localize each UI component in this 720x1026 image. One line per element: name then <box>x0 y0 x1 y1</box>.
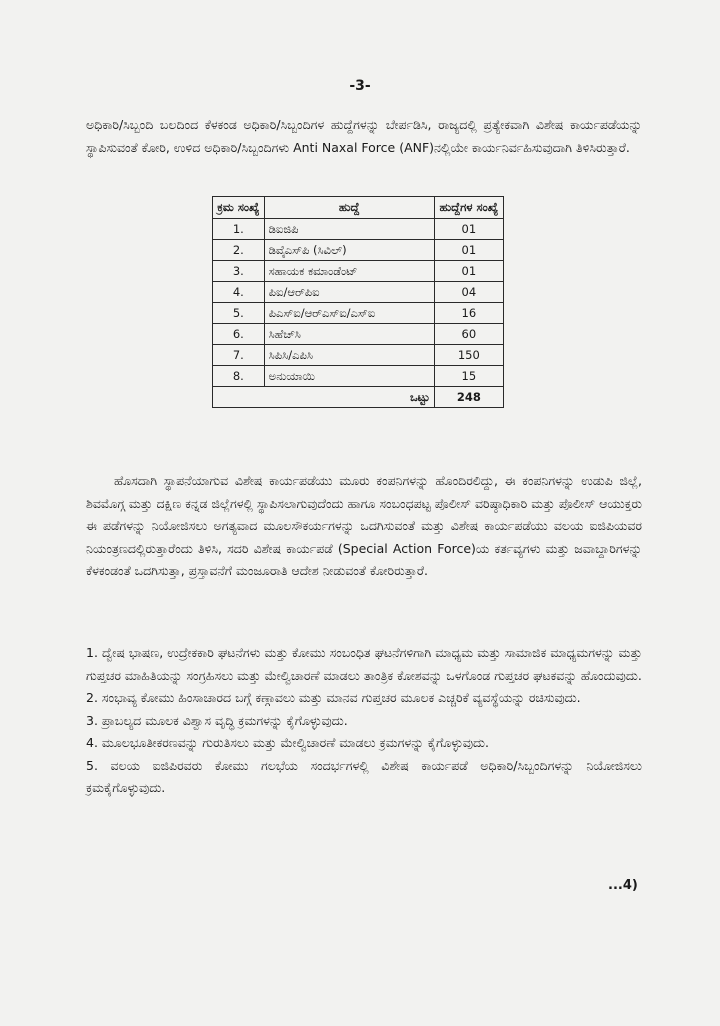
table-total-row <box>213 387 504 408</box>
row-post: ಸಿಹೆಚ್‌ಸಿ <box>264 324 434 345</box>
page-number: -3- <box>349 78 371 94</box>
table-header-row <box>213 197 504 219</box>
row-serial: 1. <box>213 219 265 240</box>
row-serial: 3. <box>213 261 265 282</box>
row-count: 16 <box>434 303 503 324</box>
total-label: ಒಟ್ಟು <box>213 387 435 408</box>
row-serial: 6. <box>213 324 265 345</box>
row-count: 01 <box>434 261 503 282</box>
row-serial: 2. <box>213 240 265 261</box>
row-count: 01 <box>434 240 503 261</box>
row-post: ಸಹಾಯಕ ಕಮಾಂಡೆಂಟ್ <box>264 261 434 282</box>
continuation-marker: ...4) <box>608 878 638 893</box>
header-post: ಹುದ್ದೆ <box>264 197 434 219</box>
row-count: 150 <box>434 345 503 366</box>
row-count: 15 <box>434 366 503 387</box>
table-row <box>213 261 504 282</box>
row-serial: 7. <box>213 345 265 366</box>
header-post-count: ಹುದ್ದೆಗಳ ಸಂಖ್ಯೆ <box>434 197 503 219</box>
row-serial: 4. <box>213 282 265 303</box>
table-row <box>213 303 504 324</box>
duties-list <box>86 642 642 800</box>
list-item: 5. ವಲಯ ಐಜಿಪಿರವರು ಕೋಮು ಗಲಭೆಯ ಸಂದರ್ಭಗಳಲ್ಲಿ ವಿಶೇಷ ಕಾರ್ಯಪಡೆ ಅಧಿಕಾರಿ/ಸಿಬ್ಬಂದಿಗಳನ್ನು ನಿಯೋಜಿಸಲು ಕ್ರಮಕೈಗೊಳ್ಳುವುದು. <box>86 757 642 795</box>
row-count: 01 <box>434 219 503 240</box>
row-count: 60 <box>434 324 503 345</box>
total-value: 248 <box>434 387 503 408</box>
list-item: 2. ಸಂಭಾವ್ಯ ಕೋಮು ಹಿಂಸಾಚಾರದ ಬಗ್ಗೆ ಕಣ್ಗಾವಲು ಮತ್ತು ಮಾನವ ಗುಪ್ತಚರ ಮೂಲಕ ಎಚ್ಚರಿಕೆ ವ್ಯವಸ್ಥೆಯನ್ನು ರಚಿಸುವುದು. <box>86 690 581 705</box>
header-serial-no: ಕ್ರಮ ಸಂಖ್ಯೆ <box>213 197 265 219</box>
table-row <box>213 324 504 345</box>
row-post: ಡಿವೈಎಸ್‌ಪಿ (ಸಿವಿಲ್) <box>264 240 434 261</box>
row-serial: 8. <box>213 366 265 387</box>
table-row <box>213 366 504 387</box>
row-serial: 5. <box>213 303 265 324</box>
row-post: ಡಿಐಜಿಪಿ <box>264 219 434 240</box>
list-item: 3. ಪ್ರಾಬಲ್ಯದ ಮೂಲಕ ವಿಶ್ವಾಸ ವೃದ್ಧಿ ಕ್ರಮಗಳನ್ನು ಕೈಗೊಳ್ಳುವುದು. <box>86 712 348 728</box>
table-row <box>213 345 504 366</box>
proposal-paragraph: ಹೊಸದಾಗಿ ಸ್ಥಾಪನೆಯಾಗುವ ವಿಶೇಷ ಕಾರ್ಯಪಡೆಯು ಮೂರು ಕಂಪನಿಗಳನ್ನು ಹೊಂದಿರಲಿದ್ದು, ಈ ಕಂಪನಿಗಳನ್ನು ಉಡುಪಿ ಜಿಲ್ಲೆ, ಶಿವಮೊಗ್ಗ ಮತ್ತು ದಕ್ಷಿಣ ಕನ್ನಡ ಜಿಲ್ಲೆಗಳಲ್ಲಿ ಸ್ಥಾಪಿಸಲಾಗುವುದೆಂದು ಹಾಗೂ ಸಂಬಂಧಪಟ್ಟ ಪೊಲೀಸ್ ವರಿಷ್ಠಾಧಿಕಾರಿ ಮತ್ತು ಪೊಲೀಸ್ ಆಯುಕ್ತರು ಈ ಪಡೆಗಳನ್ನು ನಿಯೋಜಿಸಲು ಅಗತ್ಯವಾದ ಮೂಲಸೌಕರ್ಯಗಳನ್ನು ಒದಗಿಸುವಂತೆ ಮತ್ತು ವಿಶೇಷ ಕಾರ್ಯಪಡೆಯು ವಲಯ ಐಜಿಪಿಯವರ ನಿಯಂತ್ರಣದಲ್ಲಿರುತ್ತಾರೆಂದು ತಿಳಿಸಿ, ಸದರಿ ವಿಶೇಷ ಕಾರ್ಯಪಡೆ (Special Action Force)ಯ ಕರ್ತವ್ಯಗಳು ಮತ್ತು ಜವಾಬ್ದಾರಿಗಳನ್ನು ಕೆಳಕಂಡಂತೆ ಒದಗಿಸುತ್ತಾ, ಪ್ರಸ್ತಾವನೆಗೆ ಮಂಜೂರಾತಿ ಆದೇಶ ನೀಡುವಂತೆ ಕೋರಿರುತ್ತಾರೆ. <box>86 473 642 578</box>
table-row <box>213 282 504 303</box>
row-count: 04 <box>434 282 503 303</box>
list-item: 1. ದ್ವೇಷ ಭಾಷಣ, ಉದ್ರೇಕಕಾರಿ ಘಟನೆಗಳು ಮತ್ತು ಕೋಮು ಸಂಬಂಧಿತ ಘಟನೆಗಳಿಗಾಗಿ ಮಾಧ್ಯಮ ಮತ್ತು ಸಾಮಾಜಿಕ ಮಾಧ್ಯಮಗಳನ್ನು ಮತ್ತು ಗುಪ್ತಚರ ಮಾಹಿತಿಯನ್ನು ಸಂಗ್ರಹಿಸಲು ಮತ್ತು ಮೇಲ್ವಿಚಾರಣೆ ಮಾಡಲು ತಾಂತ್ರಿಕ ಕೋಶವನ್ನು ಒಳಗೊಂಡ ಗುಪ್ತಚರ ಘಟಕವನ್ನು ಹೊಂದುವುದು. <box>86 645 642 683</box>
row-post: ಪಿಎಸ್‌ಐ/ಆರ್‌ಎಸ್‌ಐ/ಎಸ್‌ಐ <box>264 303 434 324</box>
table-row <box>213 240 504 261</box>
row-post: ಪಿಐ/ಆರ್‌ಪಿಐ <box>264 282 434 303</box>
list-item: 4. ಮೂಲಭೂತೀಕರಣವನ್ನು ಗುರುತಿಸಲು ಮತ್ತು ಮೇಲ್ವಿಚಾರಣೆ ಮಾಡಲು ಕ್ರಮಗಳನ್ನು ಕೈಗೊಳ್ಳುವುದು. <box>86 735 490 750</box>
row-post: ಅನುಯಾಯಿ <box>264 366 434 387</box>
intro-paragraph: ಅಧಿಕಾರಿ/ಸಿಬ್ಬಂದಿ ಬಲದಿಂದ ಕೆಳಕಂಡ ಅಧಿಕಾರಿ/ಸಿಬ್ಬಂದಿಗಳ ಹುದ್ದೆಗಳನ್ನು ಬೇರ್ಪಡಿಸಿ, ರಾಜ್ಯದಲ್ಲಿ ಪ್ರತ್ಯೇಕವಾಗಿ ವಿಶೇಷ ಕಾರ್ಯಪಡೆಯನ್ನು ಸ್ಥಾಪಿಸುವಂತೆ ಕೋರಿ, ಉಳಿದ ಅಧಿಕಾರಿ/ಸಿಬ್ಬಂದಿಗಳು Anti Naxal Force (ANF)ನಲ್ಲಿಯೇ ಕಾರ್ಯನಿರ್ವಹಿಸುವುದಾಗಿ ತಿಳಿಸಿರುತ್ತಾರೆ. <box>86 117 642 155</box>
row-post: ಸಿಪಿಸಿ/ಎಪಿಸಿ <box>264 345 434 366</box>
posts-table <box>212 196 504 408</box>
table-row <box>213 219 504 240</box>
